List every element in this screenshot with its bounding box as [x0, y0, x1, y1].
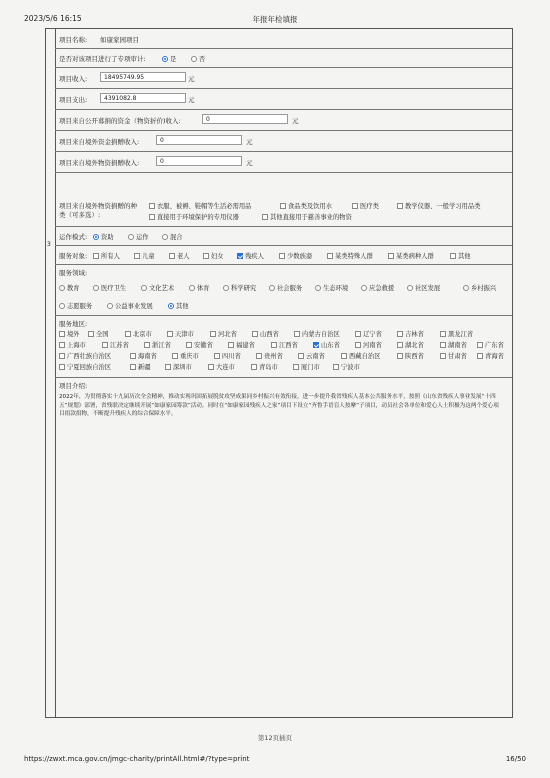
option-label: 山东省 — [321, 342, 340, 349]
special-audit-yes-label: 是 — [170, 56, 177, 63]
goods-type-label-line2: 类（可多选）: — [59, 211, 101, 219]
option-label: 其他 — [176, 303, 189, 310]
field-ecology[interactable] — [315, 283, 348, 292]
option-label: 某类特殊人群 — [335, 253, 373, 260]
expense-input[interactable]: 4391082.8 — [100, 93, 186, 103]
option-label: 内蒙古自治区 — [302, 331, 340, 338]
overseas-goods-type-row — [55, 172, 512, 227]
option-label: 天津市 — [175, 331, 194, 338]
checkbox-icon — [203, 253, 209, 259]
goods-type-other[interactable] — [262, 212, 352, 221]
income-label: 项目收入: — [59, 75, 88, 83]
checkbox-icon — [298, 353, 304, 359]
page-header — [24, 14, 526, 26]
checkbox-icon — [59, 331, 65, 337]
field-emergency[interactable] — [361, 283, 394, 292]
operation-mode-label: 运作模式: — [59, 233, 88, 241]
radio-icon — [162, 234, 168, 240]
region-shenzhen[interactable] — [165, 362, 192, 371]
option-label: 运作 — [136, 234, 149, 241]
option-label: 直接用于环境保护的专用仪器 — [157, 214, 239, 221]
checkbox-icon — [333, 364, 339, 370]
overseas-funds-row — [55, 130, 512, 152]
radio-icon — [189, 285, 195, 291]
region-tianjin[interactable] — [167, 329, 194, 338]
overseas-funds-unit: 元 — [246, 138, 253, 146]
goods-type-daily-necessities[interactable] — [149, 201, 251, 210]
field-rural[interactable] — [463, 283, 496, 292]
mode-operation-option[interactable] — [128, 232, 149, 241]
project-intro-text: 2022年，为贯彻落实十九届历次全会精神，推动实现巩固拓展脱贫攻坚成果同乡村振兴有效衔接，进一步提升我省残疾人基本公共服务水平，按照《山东省残疾人事业发展“十四五”规划》部署，省残联决定继续开展“如康家园筹款”活动，同时在“如康家园残疾人之家”项目下设立“齐鲁手语盲人按摩”子项目，动员社会各单位和爱心人士积极为这两个爱心项目捐款捐物，不断提升残疾人的综合保障水平。 — [59, 394, 499, 417]
checkbox-icon — [59, 342, 65, 348]
option-label: 科学研究 — [231, 285, 257, 292]
radio-icon — [59, 303, 65, 309]
target-children[interactable] — [134, 251, 155, 260]
region-national[interactable] — [88, 329, 109, 338]
region-xiamen[interactable] — [293, 362, 320, 371]
option-label: 社会服务 — [277, 285, 303, 292]
option-label: 江西省 — [279, 342, 298, 349]
operation-mode-row — [55, 226, 512, 246]
region-xinjiang[interactable] — [130, 362, 151, 371]
checkbox-icon — [169, 253, 175, 259]
special-audit-no-option[interactable] — [191, 54, 205, 63]
checkbox-checked-icon — [237, 253, 243, 259]
region-zhejiang[interactable] — [144, 340, 171, 349]
option-label: 医疗类 — [360, 203, 379, 210]
option-label: 宁夏回族自治区 — [67, 364, 112, 371]
checkbox-icon — [477, 353, 483, 359]
option-label: 妇女 — [211, 253, 224, 260]
project-form — [45, 28, 513, 718]
region-hubei[interactable] — [397, 340, 424, 349]
option-label: 青岛市 — [259, 364, 278, 371]
checkbox-icon — [352, 203, 358, 209]
option-label: 食品类及饮用水 — [288, 203, 333, 210]
checkbox-icon — [88, 331, 94, 337]
target-minorities[interactable] — [279, 251, 312, 260]
option-label: 湖南省 — [448, 342, 467, 349]
radio-selected-icon — [168, 303, 174, 309]
special-audit-row — [55, 48, 512, 68]
option-label: 新疆 — [138, 364, 151, 371]
project-name-value: 如康家园项目 — [100, 36, 139, 44]
region-jiangxi[interactable] — [271, 340, 298, 349]
special-audit-yes-option[interactable] — [162, 54, 176, 63]
option-label: 江苏省 — [110, 342, 129, 349]
checkbox-icon — [172, 353, 178, 359]
region-yunnan[interactable] — [298, 351, 325, 360]
goods-type-label-line1: 项目来自境外物资捐赠的种 — [59, 202, 137, 210]
option-label: 重庆市 — [180, 353, 199, 360]
option-label: 志愿服务 — [67, 303, 93, 310]
in-kind-donation-input[interactable]: 0 — [202, 114, 288, 124]
checkbox-icon — [167, 331, 173, 337]
region-shaanxi[interactable] — [397, 351, 424, 360]
field-research[interactable] — [223, 283, 256, 292]
region-dalian[interactable] — [208, 362, 235, 371]
checkbox-icon — [293, 364, 299, 370]
checkbox-icon — [130, 364, 136, 370]
region-anhui[interactable] — [186, 340, 213, 349]
option-label: 厦门市 — [301, 364, 320, 371]
checkbox-icon — [397, 342, 403, 348]
checkbox-icon — [130, 353, 136, 359]
option-label: 文化艺术 — [149, 285, 175, 292]
region-guangxi[interactable] — [59, 351, 111, 360]
checkbox-icon — [149, 203, 155, 209]
option-label: 甘肃省 — [448, 353, 467, 360]
field-education[interactable] — [59, 283, 80, 292]
option-label: 其他 — [458, 253, 471, 260]
project-name-row — [55, 29, 512, 49]
radio-icon — [191, 56, 197, 62]
field-community[interactable] — [407, 283, 440, 292]
field-other[interactable] — [168, 301, 189, 310]
checkbox-icon — [59, 353, 65, 359]
goods-type-medical[interactable] — [352, 201, 379, 210]
option-label: 海南省 — [138, 353, 157, 360]
income-unit: 元 — [188, 75, 195, 83]
checkbox-icon — [186, 342, 192, 348]
option-label: 安徽省 — [194, 342, 213, 349]
radio-icon — [128, 234, 134, 240]
radio-selected-icon — [93, 234, 99, 240]
checkbox-icon — [262, 214, 268, 220]
expense-row — [55, 88, 512, 110]
checkbox-icon — [477, 342, 483, 348]
income-row — [55, 67, 512, 89]
option-label: 所有人 — [101, 253, 120, 260]
region-liaoning[interactable] — [355, 329, 382, 338]
checkbox-icon — [388, 253, 394, 259]
region-qinghai[interactable] — [477, 351, 504, 360]
checkbox-icon — [210, 331, 216, 337]
option-label: 某类病种人群 — [396, 253, 434, 260]
radio-icon — [463, 285, 469, 291]
region-shandong[interactable] — [313, 340, 340, 349]
option-label: 体育 — [197, 285, 210, 292]
page-url: https://zwxt.mca.gov.cn/jmgc-charity/printAll.html#/?type=print — [24, 755, 250, 763]
field-public-welfare[interactable] — [107, 301, 153, 310]
checkbox-icon — [271, 342, 277, 348]
target-disease-groups[interactable] — [388, 251, 434, 260]
option-label: 大连市 — [216, 364, 235, 371]
page-number: 16/50 — [505, 755, 526, 763]
checkbox-icon — [341, 353, 347, 359]
region-ningbo[interactable] — [333, 362, 360, 371]
option-label: 少数族裔 — [287, 253, 313, 260]
region-shanghai[interactable] — [59, 340, 86, 349]
option-label: 资助 — [101, 234, 114, 241]
option-label: 河北省 — [218, 331, 237, 338]
option-label: 教学仪器、一般学习用品类 — [405, 203, 481, 210]
checkbox-icon — [279, 253, 285, 259]
expense-label: 项目支出: — [59, 96, 88, 104]
option-label: 黑龙江省 — [448, 331, 474, 338]
radio-icon — [407, 285, 413, 291]
option-label: 湖北省 — [405, 342, 424, 349]
option-label: 西藏自治区 — [349, 353, 381, 360]
option-label: 上海市 — [67, 342, 86, 349]
target-other[interactable] — [450, 251, 471, 260]
checkbox-checked-icon — [313, 342, 319, 348]
project-name-label: 项目名称: — [59, 36, 88, 44]
mode-funding-option[interactable] — [93, 232, 114, 241]
field-culture-arts[interactable] — [141, 283, 174, 292]
region-overseas[interactable] — [59, 329, 80, 338]
checkbox-icon — [397, 353, 403, 359]
mode-mixed-option[interactable] — [162, 232, 183, 241]
service-regions-row — [55, 315, 512, 378]
region-heilongjiang[interactable] — [440, 329, 473, 338]
checkbox-icon — [294, 331, 300, 337]
option-label: 四川省 — [222, 353, 241, 360]
region-qingdao[interactable] — [251, 362, 278, 371]
checkbox-icon — [228, 342, 234, 348]
checkbox-icon — [397, 203, 403, 209]
checkbox-icon — [256, 353, 262, 359]
income-input[interactable]: 18495749.95 — [100, 72, 186, 82]
checkbox-icon — [149, 214, 155, 220]
option-label: 云南省 — [306, 353, 325, 360]
row-number: 3 — [47, 241, 51, 248]
service-targets-label: 服务对象: — [59, 252, 88, 260]
goods-type-food-water[interactable] — [280, 201, 332, 210]
option-label: 混合 — [170, 234, 183, 241]
checkbox-icon — [440, 331, 446, 337]
option-label: 浙江省 — [152, 342, 171, 349]
option-label: 山西省 — [260, 331, 279, 338]
field-social-service[interactable] — [269, 283, 302, 292]
checkbox-icon — [93, 253, 99, 259]
field-sports[interactable] — [189, 283, 210, 292]
form-content — [55, 29, 512, 717]
option-label: 青海省 — [485, 353, 504, 360]
option-label: 医疗卫生 — [101, 285, 127, 292]
region-jiangsu[interactable] — [102, 340, 129, 349]
project-intro-section — [55, 377, 512, 717]
service-targets-row — [55, 245, 512, 265]
region-fujian[interactable] — [228, 340, 255, 349]
checkbox-icon — [450, 253, 456, 259]
print-datetime: 2023/5/6 16:15 — [24, 14, 82, 23]
checkbox-icon — [102, 342, 108, 348]
target-special-groups[interactable] — [327, 251, 373, 260]
option-label: 公益事业发展 — [115, 303, 153, 310]
expense-unit: 元 — [188, 96, 195, 104]
checkbox-icon — [144, 342, 150, 348]
radio-icon — [107, 303, 113, 309]
checkbox-icon — [327, 253, 333, 259]
option-label: 广西壮族自治区 — [67, 353, 112, 360]
checkbox-icon — [208, 364, 214, 370]
project-intro-label: 项目介绍: — [59, 382, 88, 390]
goods-type-environmental[interactable] — [149, 212, 239, 221]
radio-icon — [141, 285, 147, 291]
checkbox-icon — [280, 203, 286, 209]
region-beijing[interactable] — [125, 329, 152, 338]
page-note: 第12页插页 — [257, 734, 293, 742]
option-label: 老人 — [177, 253, 190, 260]
checkbox-icon — [355, 342, 361, 348]
field-healthcare[interactable] — [93, 283, 126, 292]
overseas-funds-label: 项目来自境外资金捐赠收入: — [59, 138, 140, 146]
in-kind-donation-label: 项目来自公开募捐的资金（物资折价)收入: — [59, 117, 181, 125]
option-label: 残疾人 — [245, 253, 264, 260]
in-kind-donation-row — [55, 109, 512, 131]
special-audit-no-label: 否 — [199, 56, 206, 63]
region-inner-mongolia[interactable] — [294, 329, 340, 338]
overseas-goods-input[interactable]: 0 — [156, 156, 242, 166]
option-label: 福建省 — [236, 342, 255, 349]
overseas-goods-label: 项目来自境外物资捐赠收入: — [59, 159, 140, 167]
option-label: 贵州省 — [264, 353, 283, 360]
region-hebei[interactable] — [210, 329, 237, 338]
option-label: 河南省 — [363, 342, 382, 349]
option-label: 陕西省 — [405, 353, 424, 360]
option-label: 生态环境 — [323, 285, 349, 292]
region-guizhou[interactable] — [256, 351, 283, 360]
option-label: 北京市 — [133, 331, 152, 338]
radio-icon — [269, 285, 275, 291]
region-tibet[interactable] — [341, 351, 380, 360]
option-label: 其他直接用于慈善事业的物资 — [270, 214, 352, 221]
goods-type-teaching[interactable] — [397, 201, 481, 210]
overseas-funds-input[interactable]: 0 — [156, 135, 242, 145]
page-title: 年报年检填报 — [252, 15, 298, 24]
field-volunteer[interactable] — [59, 301, 92, 310]
checkbox-icon — [59, 364, 65, 370]
checkbox-icon — [134, 253, 140, 259]
checkbox-icon — [252, 331, 258, 337]
region-jilin[interactable] — [397, 329, 424, 338]
option-label: 宁波市 — [341, 364, 360, 371]
target-elderly[interactable] — [169, 251, 190, 260]
region-ningxia[interactable] — [59, 362, 111, 371]
radio-icon — [315, 285, 321, 291]
radio-icon — [361, 285, 367, 291]
region-shanxi[interactable] — [252, 329, 279, 338]
region-hunan[interactable] — [440, 340, 467, 349]
option-label: 应急救援 — [369, 285, 395, 292]
option-label: 辽宁省 — [363, 331, 382, 338]
service-regions-label: 服务地区: — [59, 320, 88, 328]
radio-icon — [59, 285, 65, 291]
region-sichuan[interactable] — [214, 351, 241, 360]
target-everyone[interactable] — [93, 251, 120, 260]
option-label: 衣服、被褥、鞋帽等生活必需用品 — [157, 203, 252, 210]
overseas-goods-row — [55, 151, 512, 173]
region-chongqing[interactable] — [172, 351, 199, 360]
option-label: 乡村振兴 — [471, 285, 497, 292]
checkbox-icon — [440, 342, 446, 348]
option-label: 深圳市 — [173, 364, 192, 371]
region-guangdong[interactable] — [477, 340, 504, 349]
checkbox-icon — [214, 353, 220, 359]
target-disabled[interactable] — [237, 251, 264, 260]
overseas-goods-unit: 元 — [246, 159, 253, 167]
radio-icon — [93, 285, 99, 291]
option-label: 吉林省 — [405, 331, 424, 338]
radio-selected-icon — [162, 56, 168, 62]
in-kind-donation-unit: 元 — [292, 117, 299, 125]
region-hainan[interactable] — [130, 351, 157, 360]
service-fields-row — [55, 264, 512, 316]
checkbox-icon — [355, 331, 361, 337]
special-audit-label: 是否对该项目进行了专项审计: — [59, 55, 146, 63]
option-label: 全国 — [96, 331, 109, 338]
checkbox-icon — [251, 364, 257, 370]
option-label: 境外 — [67, 331, 80, 338]
checkbox-icon — [397, 331, 403, 337]
checkbox-icon — [165, 364, 171, 370]
checkbox-icon — [125, 331, 131, 337]
radio-icon — [223, 285, 229, 291]
option-label: 社区发展 — [415, 285, 441, 292]
option-label: 儿童 — [142, 253, 155, 260]
region-gansu[interactable] — [440, 351, 467, 360]
option-label: 广东省 — [485, 342, 504, 349]
service-fields-label: 服务领域: — [59, 269, 88, 277]
option-label: 教育 — [67, 285, 80, 292]
region-henan[interactable] — [355, 340, 382, 349]
target-women[interactable] — [203, 251, 224, 260]
checkbox-icon — [440, 353, 446, 359]
